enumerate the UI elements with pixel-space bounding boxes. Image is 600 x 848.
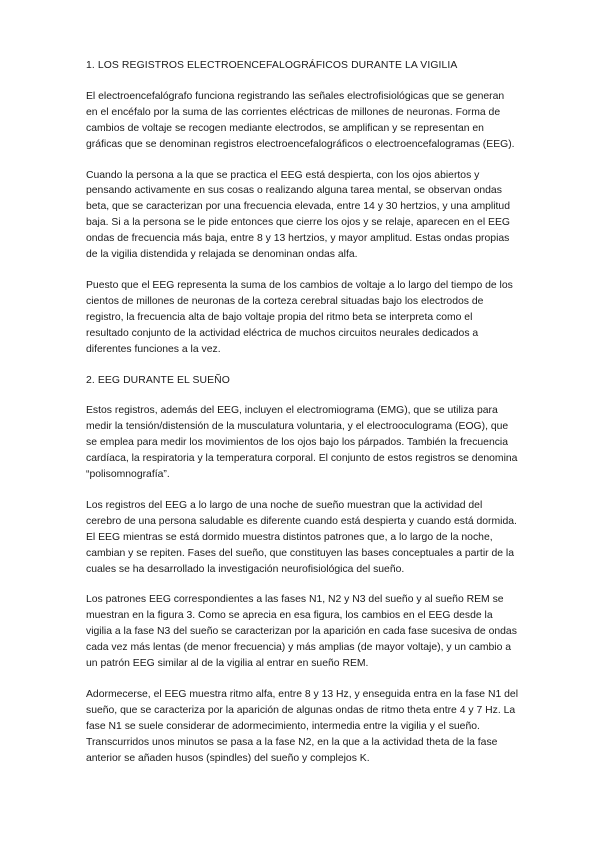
section-2-paragraph-1: Estos registros, además del EEG, incluyen el electromiograma (EMG), que se utiliza para medir la tensión/distensión de la musculatura voluntaria, y el electrooculograma (EOG), que se emplea para medir los movimientos de los ojos bajo los párpados. También la frecuencia cardíaca, la respiratoria y la temperatura corporal. El conjunto de estos registros se denomina “polisomnografía”. <box>86 405 518 481</box>
section-2-paragraph-4: Adormecerse, el EEG muestra ritmo alfa, entre 8 y 13 Hz, y enseguida entra en la fase N1 del sueño, que se caracteriza por la aparición de algunas ondas de ritmo theta entre 4 y 7 Hz. La fase N1 se suele considerar de adormecimiento, intermedia entre la vigilia y el sueño. Transcurridos unos minutos se pasa a la fase N2, en la que a la actividad theta de la fase anterior se añaden husos (spindles) del sueño y complejos K. <box>86 689 519 764</box>
section-1-paragraph-2: Cuando la persona a la que se practica el EEG está despierta, con los ojos abiertos y pensando activamente en sus cosas o realizando alguna tarea mental, se observan ondas beta, que se caracterizan por una frecuencia elevada, entre 14 y 30 hertzios, y una amplitud baja. Si a la persona se le pide entonces que cierre los ojos y se relaje, aparecen en el EEG ondas de frecuencia más baja, entre 8 y 13 hertzios, y mayor amplitud. Estas ondas propias de la vigilia distendida y relajada se denominan ondas alfa. <box>86 169 510 261</box>
section-1-paragraph-3: Puesto que el EEG representa la suma de los cambios de voltaje a lo largo del tiempo de los cientos de millones de neuronas de la corteza cerebral situadas bajo los electrodos de registro, la frecuencia alta de bajo voltaje propia del ritmo beta se interpreta como el resultado conjunto de la actividad eléctrica de muchos circuitos neurales dedicados a diferentes funciones a la vez. <box>86 279 513 355</box>
section-2-paragraph-3: Los patrones EEG correspondientes a las fases N1, N2 y N3 del sueño y al sueño REM se muestran en la figura 3. Como se aprecia en esa figura, los cambios en el EEG desde la vigilia a la fase N3 del sueño se caracterizan por la aparición en cada fase sucesiva de ondas cada vez más lentas (de menor frecuencia) y más amplias (de mayor voltaje), y un cambio a un patrón EEG similar al de la vigilia al entrar en sueño REM. <box>86 594 517 670</box>
section-1-heading: 1. LOS REGISTROS ELECTROENCEFALOGRÁFICOS DURANTE LA VIGILIA <box>86 60 458 71</box>
section-2-heading: 2. EEG DURANTE EL SUEÑO <box>86 374 230 386</box>
section-2-paragraph-2: Los registros del EEG a lo largo de una noche de sueño muestran que la actividad del cerebro de una persona saludable es diferente cuando está despierta y cuando está dormida. El EEG mientras se está dormido muestra distintos patrones que, a lo largo de la noche, cambian y se repiten. Fases del sueño, que constituyen las bases conceptuales a partir de la cuales se ha desarrollado la investigación neurofisiológica del sueño. <box>86 499 517 575</box>
document-body <box>86 58 518 782</box>
section-1-paragraph-1: El electroencefalógrafo funciona registrando las señales electrofisiológicas que se generan en el encéfalo por la suma de las corrientes eléctricas de millones de neuronas. Forma de cambios de voltaje se recogen mediante electrodos, se amplifican y se representan en gráficas que se denominan registros electroencefalográficos o electroencefalogramas (EEG). <box>86 90 515 150</box>
